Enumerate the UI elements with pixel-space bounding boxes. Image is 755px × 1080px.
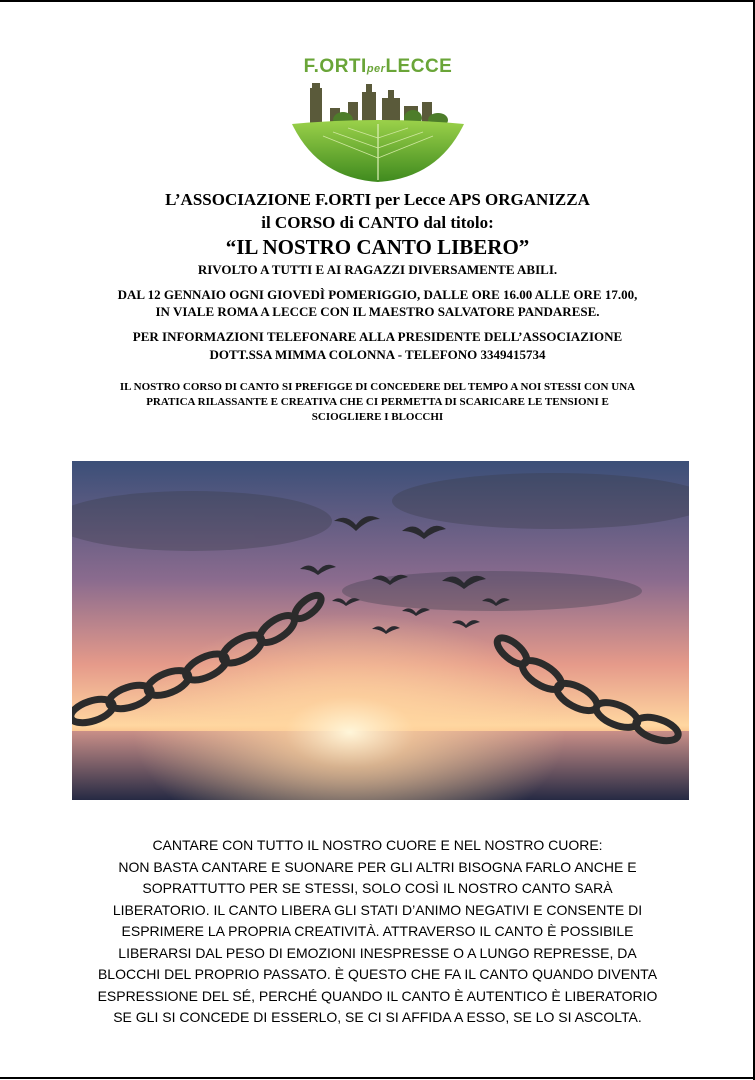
logo-wordmark: F.ORTIperLECCE: [303, 56, 453, 77]
info-line-1: PER INFORMAZIONI TELEFONARE ALLA PRESIDENTE DELL’ASSOCIAZIONE: [132, 329, 623, 344]
body-line: LIBERATORIO. IL CANTO LIBERA GLI STATI D’ANIMO NEGATIVI E CONSENTE DI: [112, 901, 643, 918]
course-intro-line-3: SCIOGLIERE I BLOCCHI: [311, 411, 444, 423]
body-paragraph: [60, 835, 695, 1029]
heading-line-1: L’ASSOCIAZIONE F.ORTI per Lecce APS ORGANIZZA: [165, 190, 590, 209]
body-line: CANTARE CON TUTTO IL NOSTRO CUORE E NEL NOSTRO CUORE:: [152, 837, 603, 853]
body-line: NON BASTA CANTARE E SUONARE PER GLI ALTRI BISOGNA FARLO ANCHE E: [118, 858, 637, 875]
info-line-2: DOTT.SSA MIMMA COLONNA - TELEFONO 3349415734: [209, 347, 546, 362]
association-logo: [288, 56, 468, 184]
body-line: ESPRIMERE LA PROPRIA CREATIVITÀ. ATTRAVERSO IL CANTO È POSSIBILE: [121, 923, 634, 939]
page-border-top: [0, 0, 755, 2]
course-title: “IL NOSTRO CANTO LIBERO”: [225, 235, 530, 259]
audience-line: RIVOLTO A TUTTI E AI RAGAZZI DIVERSAMENTE ABILI.: [197, 262, 558, 277]
body-line: ESPRESSIONE DEL SÉ, PERCHÉ QUANDO IL CANTO È AUTENTICO È LIBERATORIO: [97, 987, 658, 1004]
heading-line-2: il CORSO di CANTO dal titolo:: [261, 213, 494, 232]
logo-leaf-city-icon: [288, 78, 468, 184]
schedule-line-2: IN VIALE ROMA A LECCE CON IL MAESTRO SALVATORE PANDARESE.: [155, 304, 600, 319]
body-line: LIBERARSI DAL PESO DI EMOZIONI INESPRESSE O A LUNGO REPRESSE, DA: [118, 944, 637, 961]
broken-chain-birds-image: [72, 461, 689, 800]
course-intro-line-2: PRATICA RILASSANTE E CREATIVA CHE CI PERMETTA DI SCARICARE LE TENSIONI E: [146, 396, 609, 408]
body-line: SOPRATTUTTO PER SE STESSI, SOLO COSÌ IL NOSTRO CANTO SARÀ: [142, 880, 613, 896]
course-intro-line-1: IL NOSTRO CORSO DI CANTO SI PREFIGGE DI CONCEDERE DEL TEMPO A NOI STESSI CON UNA: [119, 381, 636, 393]
body-line: BLOCCHI DEL PROPRIO PASSATO. È QUESTO CHE FA IL CANTO QUANDO DIVENTA: [97, 966, 658, 982]
schedule-line-1: DAL 12 GENNAIO OGNI GIOVEDÌ POMERIGGIO, DALLE ORE 16.00 ALLE ORE 17.00,: [117, 287, 638, 302]
page-border-bottom: [0, 1077, 755, 1079]
body-line: SE GLI SI CONCEDE DI ESSERLO, SE CI SI AFFIDA A ESSO, SE LO SI ASCOLTA.: [113, 1009, 642, 1025]
